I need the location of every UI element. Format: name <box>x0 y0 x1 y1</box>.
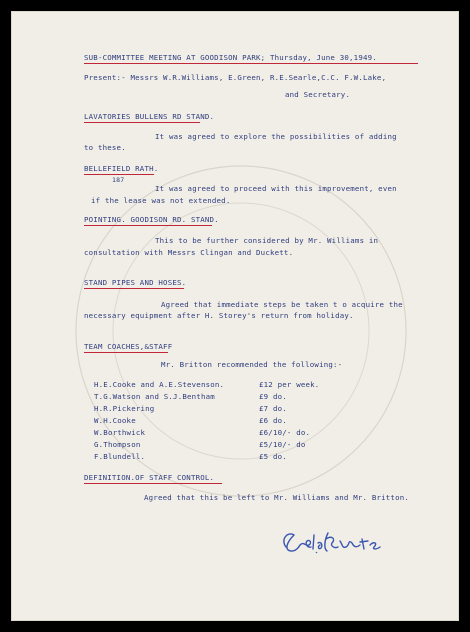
staff-pay: £12 per week. <box>259 380 320 389</box>
section-underline <box>84 225 212 226</box>
staff-pay: £5/10/- do <box>259 440 306 449</box>
section-underline <box>84 288 184 289</box>
section-text: to these. <box>84 143 126 152</box>
section-text: This to be further considered by Mr. Williams in <box>155 236 379 245</box>
section-text: necessary equipment after H. Storey's return from holiday. <box>84 311 354 320</box>
section-text: consultation with Messrs Clingan and Duckett. <box>84 248 294 257</box>
staff-name: H.R.Pickering <box>94 404 155 413</box>
handwritten-annotation: 187 <box>112 176 125 184</box>
staff-name: T.G.Watson and S.J.Bentham <box>94 392 215 401</box>
section-title: STAND PIPES AND HOSES. <box>84 278 187 287</box>
section-title: POINTING. GOODISON RD. STAND. <box>84 215 219 224</box>
staff-name: H.E.Cooke and A.E.Stevenson. <box>94 380 225 389</box>
present-line-2: and Secretary. <box>285 90 351 99</box>
section-title: DEFINITION.OF STAFF CONTROL. <box>84 473 215 482</box>
staff-pay: £6/10/- do. <box>259 428 311 437</box>
section-underline <box>84 352 168 353</box>
heading-underline <box>84 63 418 64</box>
present-line-1: Present:- Messrs W.R.Williams, E.Green, R.E.Searle,C.C. F.W.Lake, <box>84 73 387 82</box>
staff-name: W.Borthwick <box>94 428 146 437</box>
section-title: LAVATORIES BULLENS RD STAND. <box>84 112 215 121</box>
section-text: It was agreed to explore the possibilities of adding <box>155 132 397 141</box>
section-text: if the lease was not extended. <box>91 196 231 205</box>
section-text: Mr. Britton recommended the following:- <box>161 360 343 369</box>
staff-name: G.Thompson <box>94 440 141 449</box>
staff-pay: £7 do. <box>259 404 287 413</box>
section-underline <box>84 122 200 123</box>
section-title: BELLEFIELD RATH. <box>84 164 159 173</box>
staff-pay: £9 do. <box>259 392 287 401</box>
staff-name: F.Blundell. <box>94 452 146 461</box>
staff-name: W.H.Cooke <box>94 416 136 425</box>
section-text: It was agreed to proceed with this improvement, even <box>155 184 397 193</box>
section-title: TEAM COACHES,&STAFF <box>84 342 173 351</box>
section-underline <box>84 174 154 175</box>
staff-pay: £6 do. <box>259 416 287 425</box>
staff-pay: £5 do. <box>259 452 287 461</box>
section-text: Agreed that this be left to Mr. Williams and Mr. Britton. <box>144 493 410 502</box>
meeting-heading: SUB-COMMITTEE MEETING AT GOODISON PARK; Thursday, June 30,1949. <box>84 53 377 62</box>
section-underline <box>84 483 222 484</box>
signature <box>276 521 396 561</box>
section-text: Agreed that immediate steps be taken t o acquire the <box>161 300 403 309</box>
document-page <box>11 11 459 621</box>
